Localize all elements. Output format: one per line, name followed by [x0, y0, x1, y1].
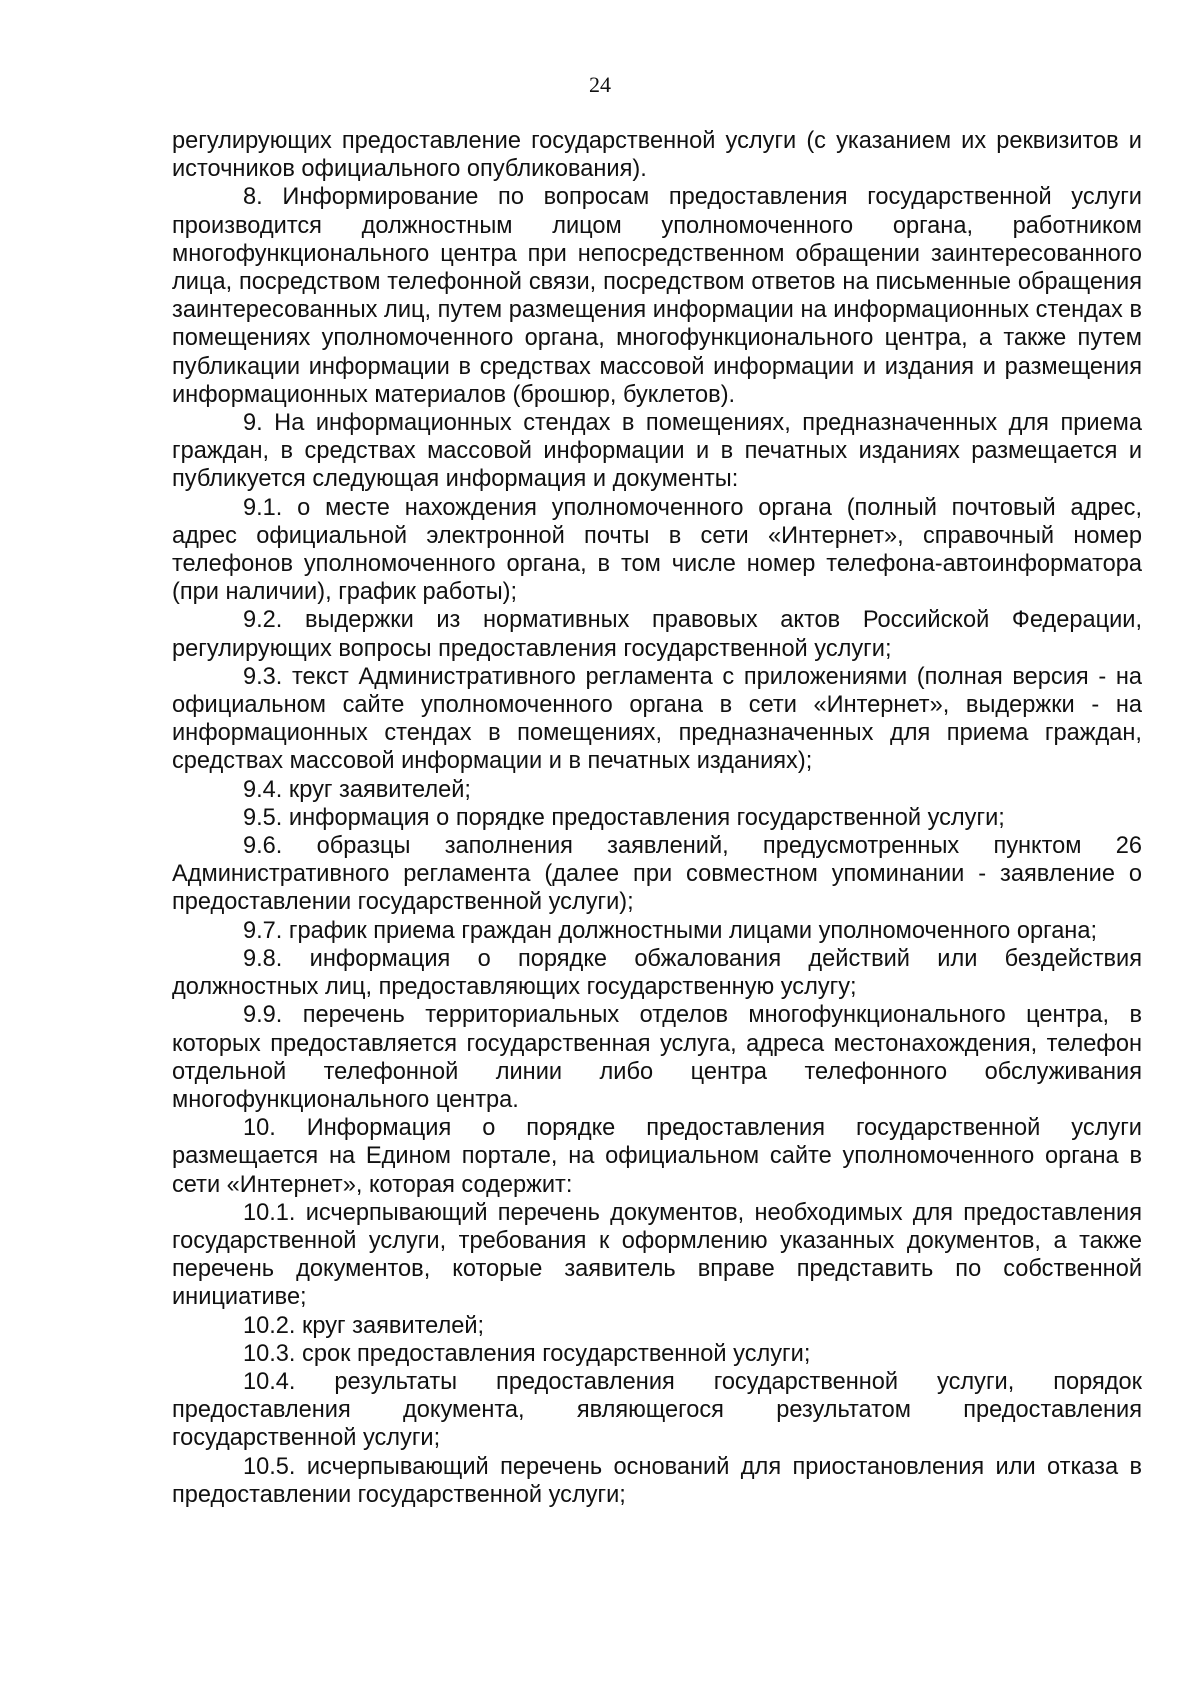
document-body	[172, 127, 1142, 1509]
paragraph: 9.5. информация о порядке предоставления государственной услуги;	[243, 804, 1005, 831]
paragraph: регулирующих предоставление государственной услуги (с указанием их реквизитов и источников официального опубликования).	[172, 128, 1142, 183]
paragraph: 9.4. круг заявителей;	[243, 776, 471, 803]
paragraph: 8. Информирование по вопросам предоставления государственной услуги производится должностным лицом уполномоченного органа, работником многофункционального центра при непосредственном обращении заинтересованного лица, посредством телефонной связи, посредством ответов на письменные обращения заинтересованных лиц, путем размещения информации на информационных стендах в помещениях уполномоченного органа, многофункционального центра, а также путем публикации информации в средствах массовой информации и издания и размещения информационных материалов (брошюр, буклетов).	[172, 184, 1142, 408]
paragraph: 9.2. выдержки из нормативных правовых актов Российской Федерации, регулирующих вопросы предоставления государственной услуги;	[172, 607, 1142, 662]
paragraph: 10.5. исчерпывающий перечень оснований для приостановления или отказа в предоставлении государственной услуги;	[172, 1453, 1142, 1508]
paragraph: 9.3. текст Административного регламента с приложениями (полная версия - на официальном сайте уполномоченного органа в сети «Интернет», выдержки - на информационных стендах в помещениях, предназначенных для приема граждан, средствах массовой информации и в печатных изданиях);	[172, 663, 1142, 775]
paragraph: 9.1. о месте нахождения уполномоченного органа (полный почтовый адрес, адрес официальной электронной почты в сети «Интернет», справочный номер телефонов уполномоченного органа, в том числе номер телефона-автоинформатора (при наличии), график работы);	[172, 494, 1142, 606]
paragraph: 10.2. круг заявителей;	[243, 1312, 485, 1339]
paragraph: 9.9. перечень территориальных отделов многофункционального центра, в которых предоставляется государственная услуга, адреса местонахождения, телефон отдельной телефонной линии либо центра телефонного обслуживания многофункционального центра.	[172, 1002, 1142, 1113]
page-number: 24	[589, 72, 611, 97]
paragraph: 9. На информационных стендах в помещениях, предназначенных для приема граждан, в средствах массовой информации и в печатных изданиях размещается и публикуется следующая информация и документы:	[172, 410, 1142, 493]
paragraph: 10. Информация о порядке предоставления государственной услуги размещается на Едином портале, на официальном сайте уполномоченного органа в сети «Интернет», которая содержит:	[172, 1115, 1142, 1198]
paragraph: 9.7. график приема граждан должностными лицами уполномоченного органа;	[243, 917, 1098, 944]
paragraph: 10.1. исчерпывающий перечень документов, необходимых для предоставления государственной услуги, требования к оформлению указанных документов, а также перечень документов, которые заявитель вправе представить по собственной инициативе;	[172, 1199, 1142, 1311]
paragraph: 10.3. срок предоставления государственной услуги;	[243, 1340, 811, 1367]
paragraph: 9.8. информация о порядке обжалования действий или бездействия должностных лиц, предоставляющих государственную услугу;	[172, 945, 1142, 1001]
paragraph: 9.6. образцы заполнения заявлений, предусмотренных пунктом 26 Административного регламента (далее при совместном упоминании - заявление о предоставлении государственной услуги);	[172, 833, 1142, 916]
paragraph: 10.4. результаты предоставления государственной услуги, порядок предоставления документа, являющегося результатом предоставления государственной услуги;	[172, 1368, 1142, 1452]
